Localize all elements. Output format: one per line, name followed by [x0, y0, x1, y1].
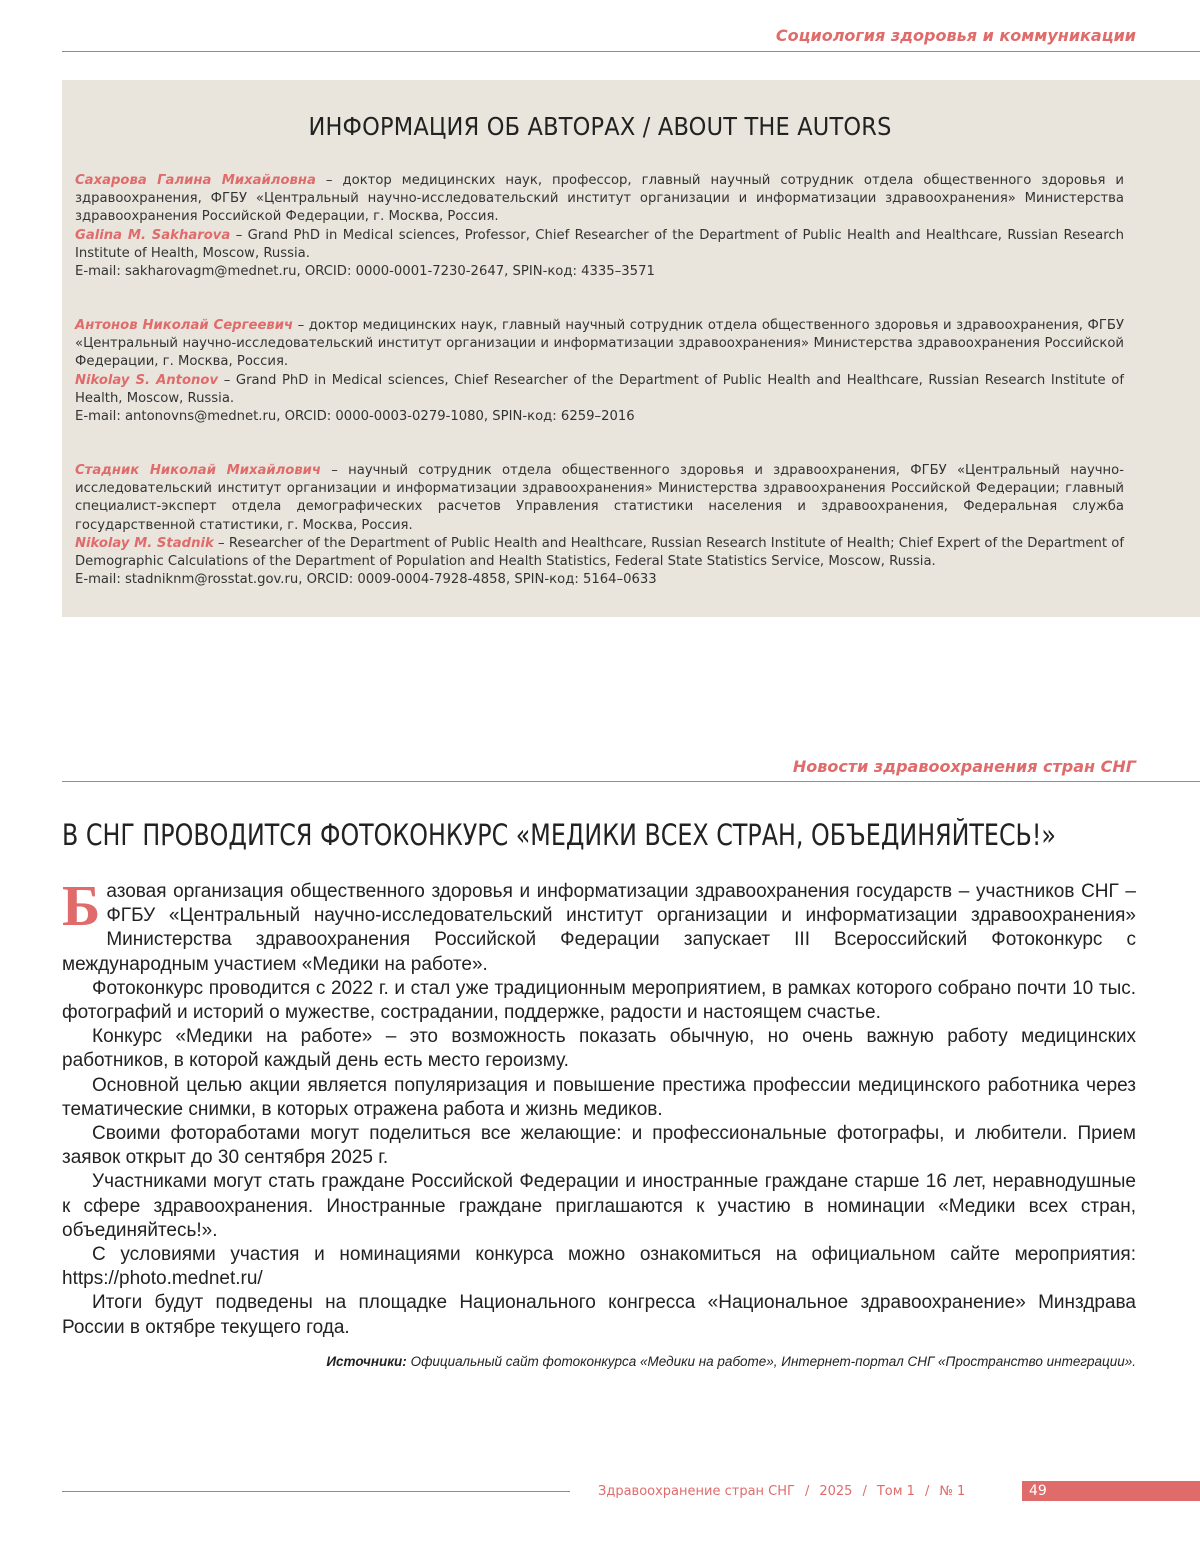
article-paragraph: Основной целью акции является популяризация и повышение престижа профессии медицинского работника через тематические снимки, в которых отражена работа и жизнь медиков.: [62, 1074, 1136, 1120]
author-en: [75, 227, 1124, 263]
author-entry: [75, 317, 1124, 426]
article-paragraph: Участниками могут стать граждане Российской Федерации и иностранные граждане старше 16 лет, неравнодушные к сфере здравоохранения. Иностранные граждане приглашаются к участию в номинации «Медики всех стран, объединяйтесь!».: [62, 1171, 1136, 1241]
author-desc-en: – Grand PhD in Medical sciences, Professor, Chief Researcher of the Department of Public Health and Healthcare, Russian Research Institute of Health, Moscow, Russia.: [75, 227, 1124, 261]
header-section-label: Социология здоровья и коммуникации: [775, 26, 1136, 45]
article-paragraph: Итоги будут подведены на площадке Национального конгресса «Национальное здравоохранение» Минздрава России в октябре текущего года.: [62, 1292, 1136, 1338]
author-desc-en: – Researcher of the Department of Public Health and Healthcare, Russian Research Institute of Health; Chief Expert of the Department of Demographic Calculations of the Department of Population and Health Statistics, Federal State Statistics Service, Moscow, Russia.: [75, 535, 1124, 570]
author-desc-ru: – научный сотрудник отдела общественного здоровья и здравоохранения, ФГБУ «Центральный научно-исследовательский институт организации и информатизации здравоохранения» Министерства здравоохранения Российской Федерации; главный специалист-эксперт отдела демографических расчетов Управления статистики населения и здравоохранения, Федеральная служба государственной статистики, г. Москва, Россия.: [75, 463, 1124, 533]
footer-rule: [62, 1491, 570, 1492]
author-name-ru: Стадник Николай Михайлович: [75, 463, 321, 478]
header-rule: [62, 51, 1200, 52]
news-section-label: Новости здравоохранения стран СНГ: [792, 757, 1136, 776]
author-en: [75, 372, 1124, 408]
author-desc-en: – Grand PhD in Medical sciences, Chief Researcher of the Department of Public Health and Healthcare, Russian Research Institute of Health, Moscow, Russia.: [75, 372, 1124, 406]
author-desc-ru: – доктор медицинских наук, главный научный сотрудник отдела общественного здоровья и здравоохранения, ФГБУ «Центральный научно-исследовательский институт организации и информатизации здравоохранения» Министерства здравоохранения Российской Федерации, г. Москва, Россия.: [75, 318, 1124, 370]
author-desc-ru: – доктор медицинских наук, профессор, главный научный сотрудник отдела общественного здоровья и здравоохранения, ФГБУ «Центральный научно-исследовательский институт организации и информатизации здравоохранения» Министерства здравоохранения Российской Федерации, г. Москва, Россия.: [75, 173, 1124, 225]
author-name-en: Nikolay M. Stadnik: [75, 535, 214, 551]
author-name-ru: Сахарова Галина Михайловна: [75, 173, 316, 188]
author-en: [75, 535, 1124, 571]
author-ru: [75, 172, 1124, 227]
authors-title: ИНФОРМАЦИЯ ОБ АВТОРАХ / ABOUT THE AUTORS: [308, 112, 892, 141]
lead-text: азовая организация общественного здоровья и информатизации здравоохранения государств – участников СНГ – ФГБУ «Центральный научно-исследовательский институт организации и информатизации здравоохранения» Министерства здравоохранения Российской Федерации запускает III Всероссийский Фотоконкурс с международным участием «Медики на работе».: [62, 881, 1136, 975]
author-ru: [75, 462, 1124, 535]
news-rule: [62, 781, 1200, 782]
footer-volume: Том 1: [876, 1484, 915, 1499]
article-body: [62, 873, 1136, 1340]
footer-journal: Здравоохранение стран СНГ: [598, 1484, 795, 1499]
news-title: В СНГ ПРОВОДИТСЯ ФОТОКОНКУРС «МЕДИКИ ВСЕХ СТРАН, ОБЪЕДИНЯЙТЕСЬ!»: [62, 818, 1056, 852]
footer-issue: № 1: [939, 1484, 966, 1499]
sources-text: Официальный сайт фотоконкурса «Медики на работе», Интернет-портал СНГ «Пространство интеграции».: [406, 1354, 1136, 1369]
article-paragraph: Фотоконкурс проводится с 2022 г. и стал уже традиционным мероприятием, в рамках которого собрано почти 10 тыс. фотографий и историй о мужестве, сострадании, поддержке, радости и настоящем счастье.: [62, 977, 1136, 1024]
author-contacts: E-mail: antonovns@mednet.ru, ORCID: 0000-0003-0279-1080, SPIN-код: 6259–2016: [75, 409, 635, 425]
drop-cap: Б: [62, 873, 101, 938]
article-lead: [62, 873, 1136, 977]
author-name-en: Nikolay S. Antonov: [75, 372, 219, 388]
sources-note: [326, 1354, 1136, 1369]
author-name-en: Galina M. Sakharova: [75, 227, 231, 243]
page-number: 49: [1022, 1481, 1200, 1501]
footer-year: 2025: [819, 1484, 853, 1499]
author-name-ru: Антонов Николай Сергеевич: [75, 318, 294, 333]
article-paragraph: Конкурс «Медики на работе» – это возможность показать обычную, но очень важную работу медицинских работников, в которой каждый день есть место героизму.: [62, 1026, 1136, 1072]
author-contacts: E-mail: sakharovagm@mednet.ru, ORCID: 0000-0001-7230-2647, SPIN-код: 4335–3571: [75, 264, 655, 280]
author-contacts: E-mail: stadniknm@rosstat.gov.ru, ORCID: 0009-0004-7928-4858, SPIN-код: 5164–0633: [75, 572, 657, 588]
sources-label: Источники:: [326, 1354, 407, 1369]
author-entry: [75, 172, 1124, 281]
author-ru: [75, 317, 1124, 372]
article-paragraph: С условиями участия и номинациями конкурса можно ознакомиться на официальном сайте мероприятия: https://photo.mednet.ru/: [62, 1244, 1136, 1290]
article-paragraph: Своими фотоработами могут поделиться все желающие: и профессиональные фотографы, и любители. Прием заявок открыт до 30 сентября 2025 г.: [62, 1123, 1136, 1169]
author-entry: [75, 462, 1124, 589]
footer-journal-info: Здравоохранение стран СНГ / 2025 / Том 1 / № 1: [598, 1484, 966, 1499]
